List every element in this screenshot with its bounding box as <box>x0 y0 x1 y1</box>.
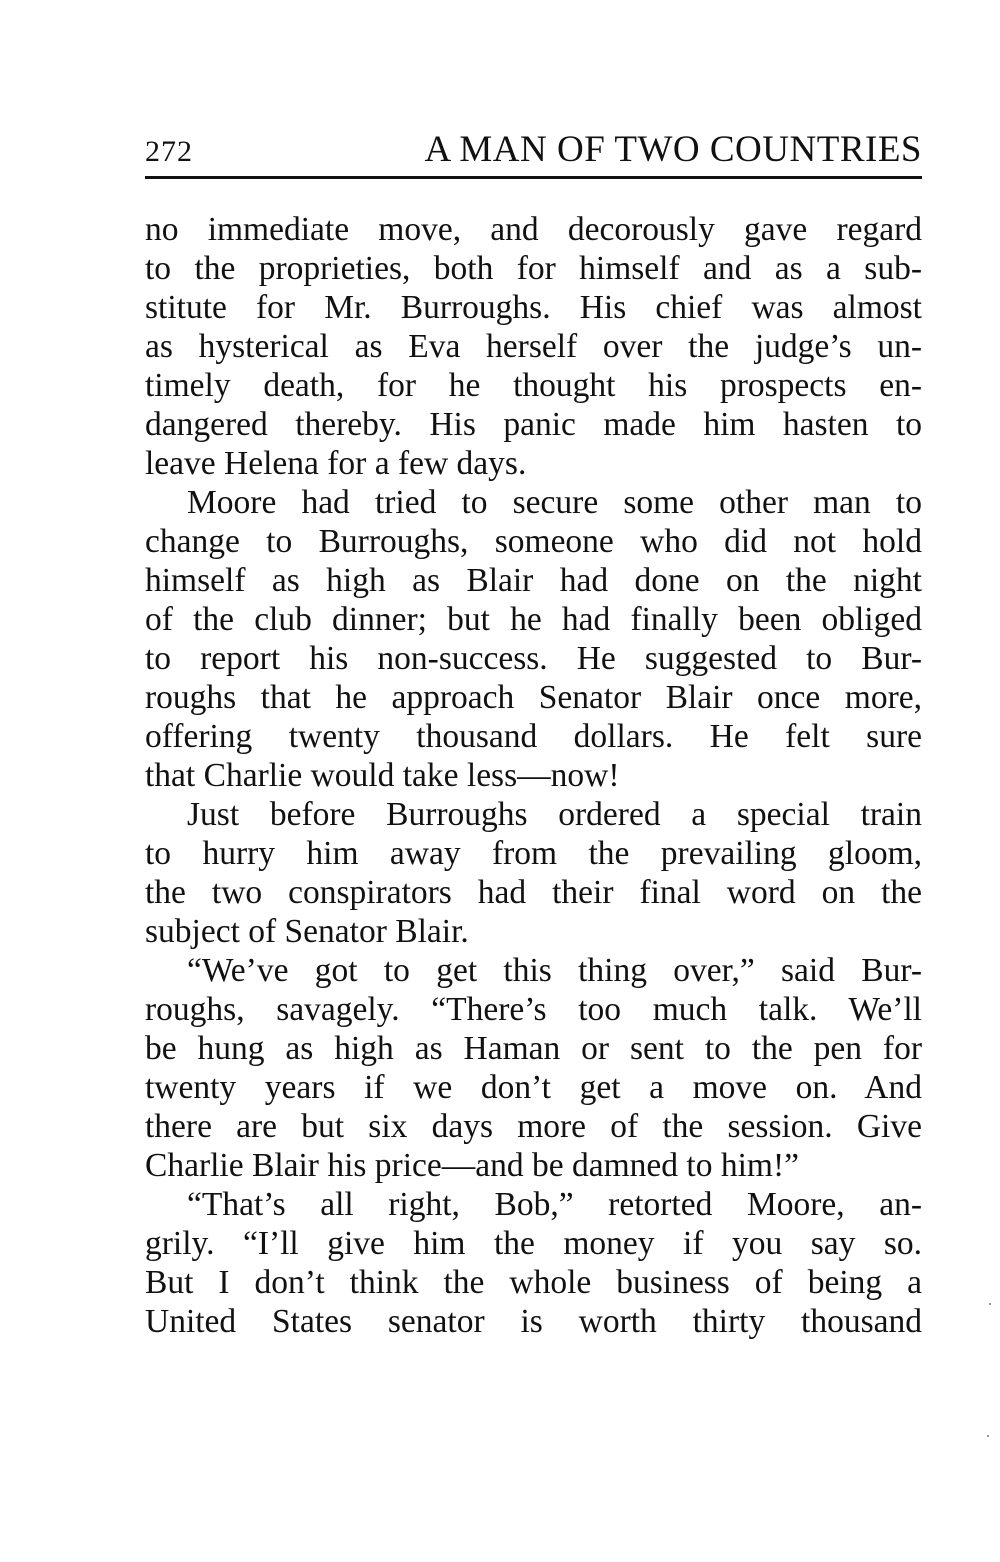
text-line: that Charlie would take less—now! <box>145 757 620 794</box>
text-line: leave Helena for a few days. <box>145 445 527 482</box>
running-head <box>145 127 922 173</box>
paragraph-start-line: Just before Burroughs ordered a special train <box>187 796 922 833</box>
header-rule <box>145 176 922 179</box>
text-line: subject of Senator Blair. <box>145 913 469 950</box>
text-line: to hurry him away from the prevailing gloom, <box>145 835 922 872</box>
text-line: be hung as high as Haman or sent to the pen for <box>145 1030 922 1067</box>
text-line: of the club dinner; but he had finally been obliged <box>145 601 922 638</box>
scan-speck <box>987 1435 989 1437</box>
paragraph-start-line: “We’ve got to get this thing over,” said Bur- <box>187 952 922 989</box>
text-line: roughs that he approach Senator Blair once more, <box>145 679 922 716</box>
text-line: twenty years if we don’t get a move on. And <box>145 1069 922 1106</box>
text-line: United States senator is worth thirty thousand <box>145 1303 922 1340</box>
text-line: to the proprieties, both for himself and as a sub- <box>145 250 922 287</box>
scan-speck <box>989 1303 991 1305</box>
text-line: change to Burroughs, someone who did not hold <box>145 523 922 560</box>
paragraph-start-line: “That’s all right, Bob,” retorted Moore, an- <box>187 1186 922 1223</box>
text-line: to report his non-success. He suggested to Bur- <box>145 640 922 677</box>
text-line: Charlie Blair his price—and be damned to him!” <box>145 1147 799 1184</box>
text-line: the two conspirators had their final word on the <box>145 874 922 911</box>
text-line: dangered thereby. His panic made him hasten to <box>145 406 922 443</box>
text-line: timely death, for he thought his prospects en- <box>145 367 922 404</box>
text-line: But I don’t think the whole business of being a <box>145 1264 922 1301</box>
page-number: 272 <box>145 135 193 168</box>
text-line: no immediate move, and decorously gave regard <box>145 211 922 248</box>
text-line: stitute for Mr. Burroughs. His chief was almost <box>145 289 922 326</box>
text-line: grily. “I’ll give him the money if you say so. <box>145 1225 922 1262</box>
text-line: as hysterical as Eva herself over the judge’s un- <box>145 328 922 365</box>
paragraph-start-line: Moore had tried to secure some other man to <box>187 484 922 521</box>
text-line: offering twenty thousand dollars. He felt sure <box>145 718 922 755</box>
running-title: A MAN OF TWO COUNTRIES <box>424 129 922 170</box>
text-line: roughs, savagely. “There’s too much talk. We’ll <box>145 991 922 1028</box>
text-line: himself as high as Blair had done on the night <box>145 562 922 599</box>
text-line: there are but six days more of the session. Give <box>145 1108 922 1145</box>
body-text <box>145 210 922 1341</box>
